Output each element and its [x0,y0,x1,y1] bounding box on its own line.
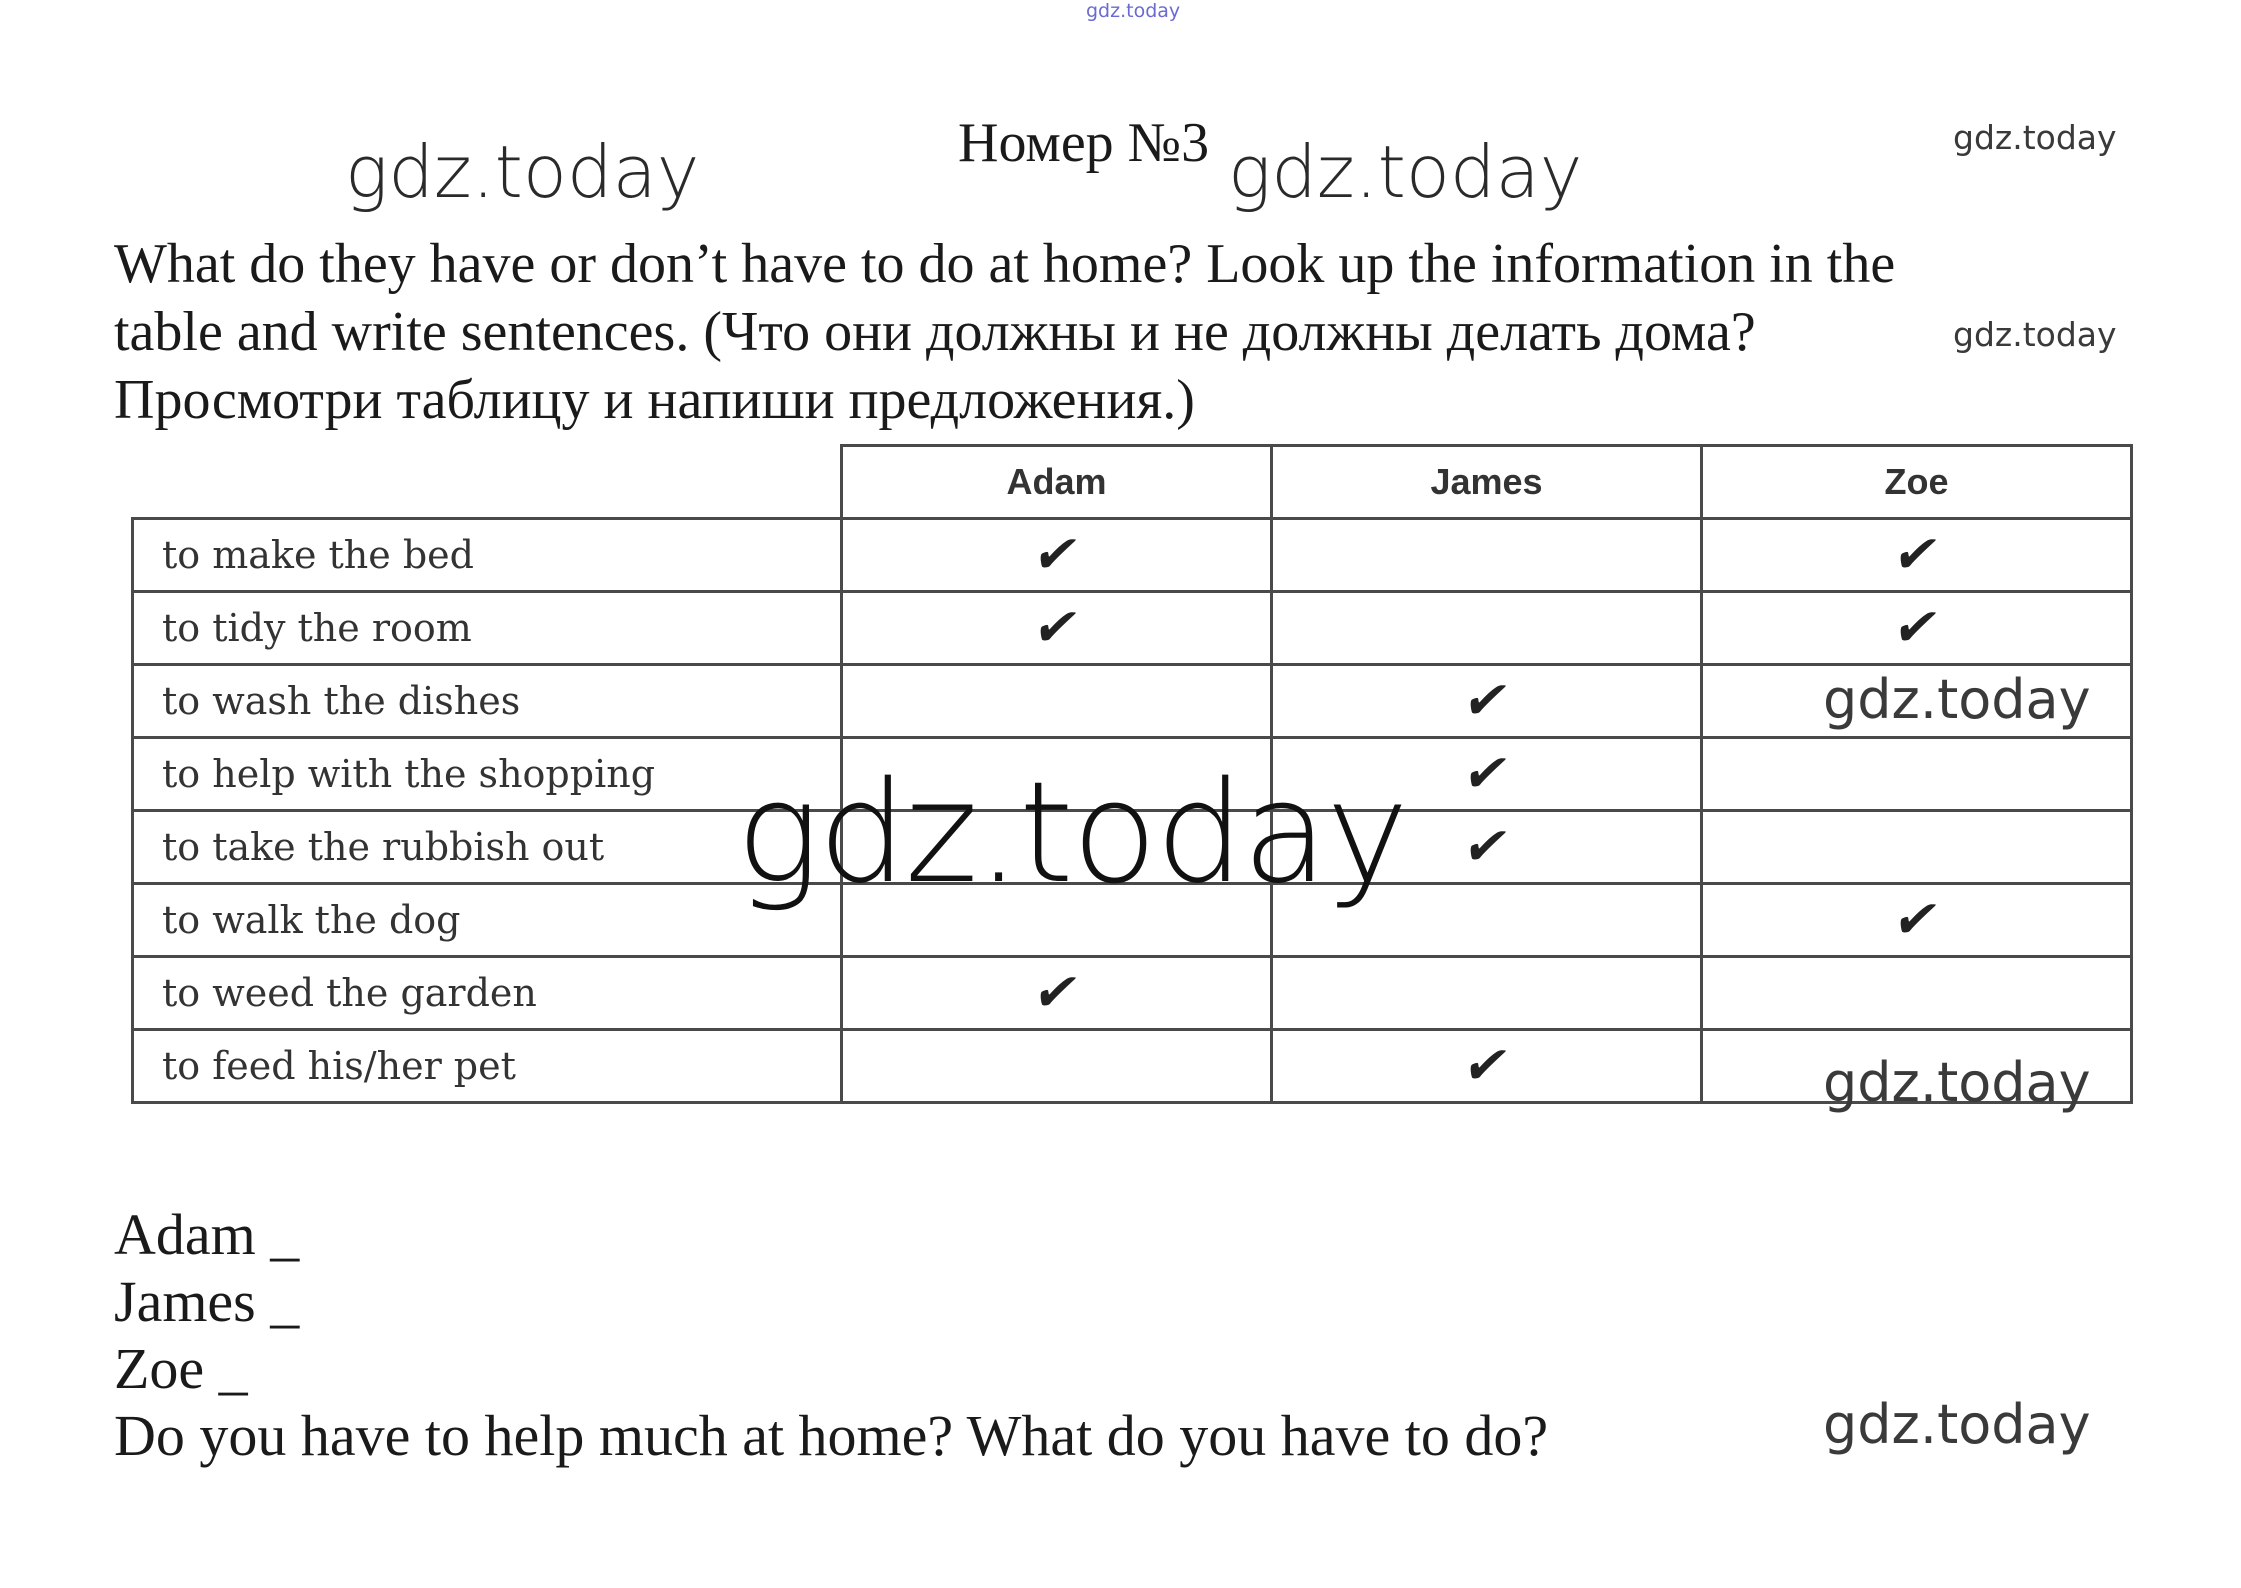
mark-cell-zoe [1702,957,2132,1030]
instructions [114,230,2104,434]
watermark: gdz.today [1228,130,1583,214]
watermark: gdz.today [1823,1393,2091,1456]
watermark: gdz.today [1823,1051,2091,1114]
mark-cell-james [1272,665,1702,738]
mark-cell-zoe [1702,519,2132,592]
checkmark-icon: ✔ [1458,671,1515,731]
task-cell: to wash the dishes [133,665,842,738]
column-header-adam: Adam [842,446,1272,519]
task-cell: to help with the shopping [133,738,842,811]
question: Do you have to help much at home? What do you have to do? [114,1403,1549,1468]
mark-cell-adam [842,592,1272,665]
mark-cell-james [1272,1030,1702,1103]
page-title: Номер №3 [958,112,1210,174]
column-header-zoe: Zoe [1702,446,2132,519]
table-row [133,592,2132,665]
checkmark-icon: ✔ [1028,963,1085,1023]
task-cell: to feed his/her pet [133,1030,842,1103]
task-cell: to take the rubbish out [133,811,842,884]
task-cell: to make the bed [133,519,842,592]
mark-cell-james [1272,957,1702,1030]
watermark: gdz.today [1086,0,1181,22]
instruction-line: table and write sentences. (Что они должны и не должны делать дома? [114,301,1756,363]
answer-line-zoe: Zoe _ [114,1336,248,1401]
instruction-line: What do they have or don’t have to do at home? Look up the information in the [114,233,1896,295]
checkmark-icon: ✔ [1888,890,1945,950]
checkmark-icon: ✔ [1458,744,1515,804]
mark-cell-adam [842,665,1272,738]
table-corner-cell [133,446,842,519]
checkmark-icon: ✔ [1888,525,1945,585]
mark-cell-james [1272,592,1702,665]
checkmark-icon: ✔ [1458,817,1515,877]
table-header-row [133,446,2132,519]
mark-cell-zoe [1702,884,2132,957]
watermark: gdz.today [1823,668,2091,731]
checkmark-icon: ✔ [1028,525,1085,585]
table-row [133,957,2132,1030]
mark-cell-adam [842,1030,1272,1103]
column-header-james: James [1272,446,1702,519]
watermark: gdz.today [1953,118,2117,157]
checkmark-icon: ✔ [1458,1036,1515,1096]
mark-cell-adam [842,519,1272,592]
instruction-line: Просмотри таблицу и напиши предложения.) [114,369,1195,431]
mark-cell-adam [842,957,1272,1030]
checkmark-icon: ✔ [1028,598,1085,658]
answer-line-james: James _ [114,1269,300,1334]
watermark: gdz.today [1953,315,2117,354]
task-cell: to walk the dog [133,884,842,957]
checkmark-icon: ✔ [1888,598,1945,658]
task-cell: to tidy the room [133,592,842,665]
watermark: gdz.today [736,752,1407,915]
watermark: gdz.today [345,130,700,214]
mark-cell-zoe [1702,811,2132,884]
answer-line-adam: Adam _ [114,1202,300,1267]
task-cell: to weed the garden [133,957,842,1030]
table-row [133,519,2132,592]
mark-cell-zoe [1702,592,2132,665]
mark-cell-zoe [1702,738,2132,811]
mark-cell-james [1272,519,1702,592]
